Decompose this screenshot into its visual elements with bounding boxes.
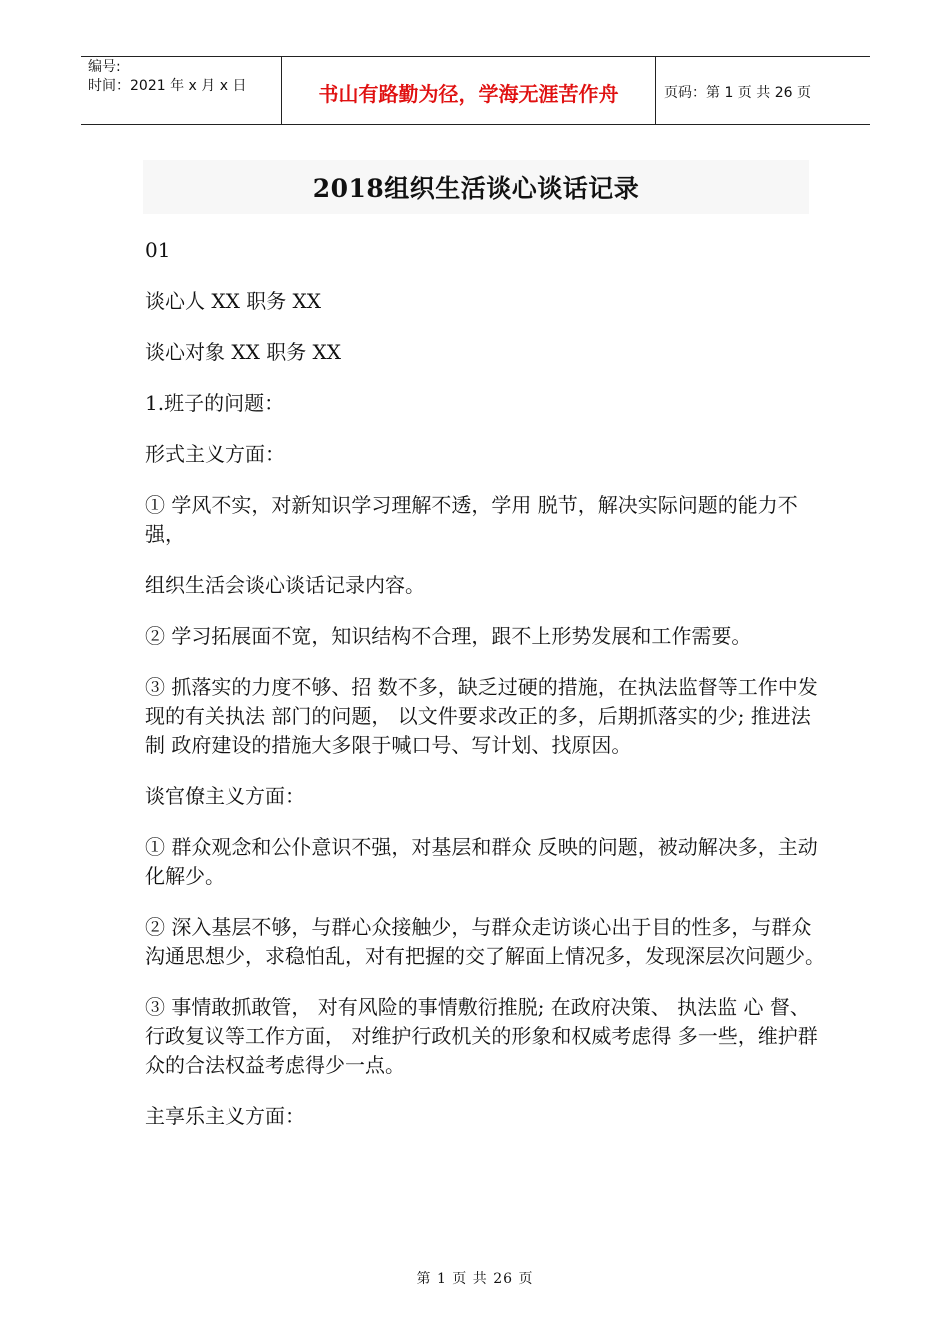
paragraph: 组织生活会谈心谈话记录内容。 bbox=[145, 573, 425, 597]
paragraph: ② 学习拓展面不宽，知识结构不合理，跟不上形势发展和工作需要。 bbox=[145, 624, 752, 648]
number-label: 编号: bbox=[88, 59, 121, 75]
paragraph: 1.班子的问题： bbox=[145, 391, 285, 415]
paragraph: 谈心对象 XX 职务 XX bbox=[145, 340, 342, 364]
paragraph: 01 bbox=[145, 238, 171, 262]
time-label: 时间：2021 年 x 月 x 日 bbox=[88, 78, 247, 94]
document-body bbox=[145, 236, 825, 1153]
paragraph: 谈心人 XX 职务 XX bbox=[145, 289, 322, 313]
document-title: 2018组织生活谈心谈话记录 bbox=[312, 174, 640, 203]
paragraph: ① 群众观念和公仆意识不强，对基层和群众 反映的问题，被动解决多，主动化解少。 bbox=[145, 835, 818, 888]
header-page-info: 页码：第 1 页 共 26 页 bbox=[664, 85, 811, 101]
header-motto: 书山有路勤为径，学海无涯苦作舟 bbox=[318, 82, 619, 106]
paragraph: 形式主义方面： bbox=[145, 442, 285, 466]
paragraph: ③ 事情敢抓敢管， 对有风险的事情敷衍推脱; 在政府决策、 执法监 心 督、 行政复议等工作方面， 对维护行政机关的形象和权威考虑得 多一些，维护群众的合法权益考虑得少一点。 bbox=[145, 995, 818, 1077]
paragraph: ③ 抓落实的力度不够、招 数不多，缺乏过硬的措施，在执法监督等工作中发现的有关执法 部门的问题， 以文件要求改正的多，后期抓落实的少; 推进法制 政府建设的措施大多限于喊口号、写计划、找原因。 bbox=[145, 675, 818, 757]
header-top-rule bbox=[81, 56, 870, 57]
paragraph: 谈官僚主义方面： bbox=[145, 784, 305, 808]
header-divider-right bbox=[655, 56, 656, 124]
header-meta bbox=[88, 58, 246, 96]
paragraph: ① 学风不实，对新知识学习理解不透，学用 脱节，解决实际问题的能力不强， bbox=[145, 493, 798, 546]
paragraph: ② 深入基层不够，与群心众接触少，与群众走访谈心出于目的性多，与群众沟通思想少，求稳怕乱，对有把握的交了解面上情况多，发现深层次问题少。 bbox=[145, 915, 825, 968]
page-footer: 第 1 页 共 26 页 bbox=[416, 1271, 534, 1287]
paragraph: 主享乐主义方面： bbox=[145, 1104, 305, 1128]
header-bottom-rule bbox=[81, 124, 870, 125]
